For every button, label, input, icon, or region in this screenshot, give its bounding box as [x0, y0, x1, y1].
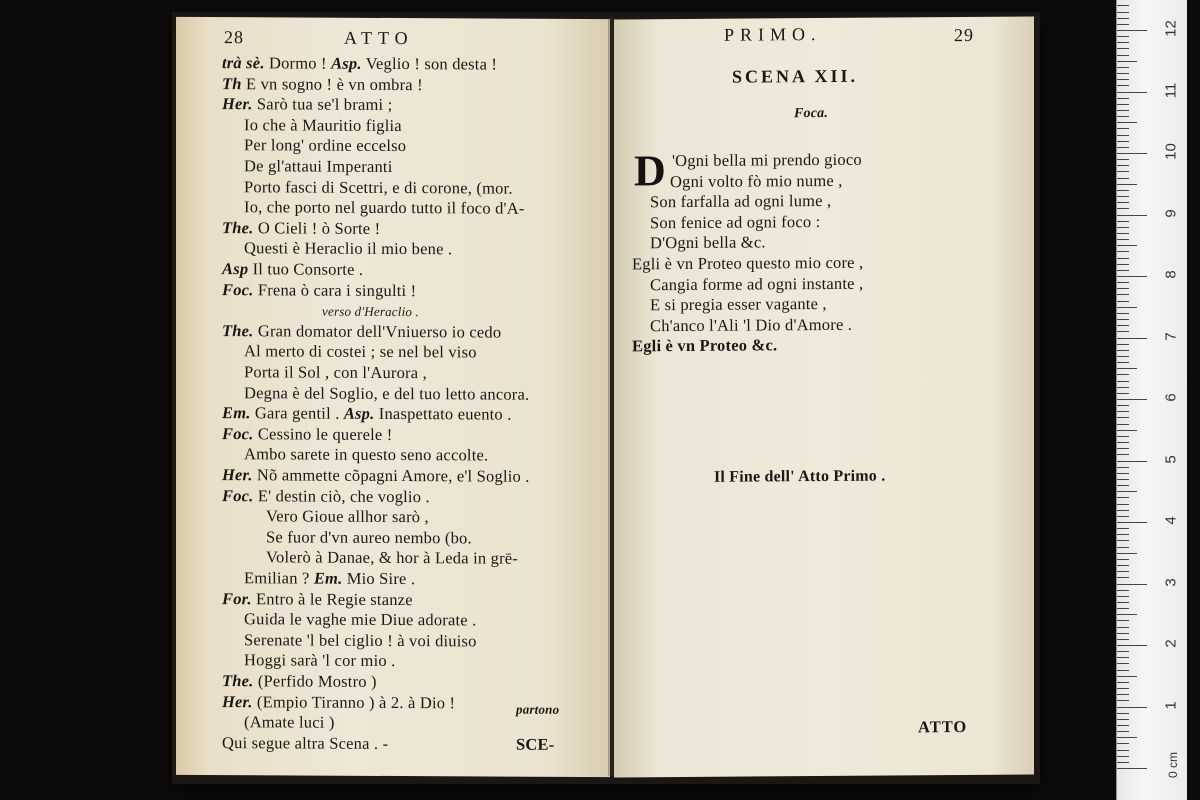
ruler-tick: [1117, 750, 1129, 751]
ruler-tick: [1117, 534, 1129, 535]
ruler-tick: [1117, 374, 1129, 375]
measuring-ruler: [1116, 0, 1187, 800]
line-text: Qui segue altra Scena . -: [222, 732, 389, 753]
ruler-tick: [1117, 141, 1129, 142]
text-line: Son farfalla ad ogni lume ,: [650, 191, 832, 212]
ruler-tick: [1117, 325, 1129, 326]
text-line: [222, 403, 512, 425]
catchword: ATTO: [918, 716, 968, 737]
right-page-number: 29: [954, 24, 974, 46]
text-line: [244, 630, 477, 651]
ruler-tick: [1117, 473, 1129, 474]
line-text: Entro à le Regie stanze: [256, 588, 413, 609]
ruler-tick: [1117, 565, 1129, 566]
ruler-tick: [1117, 294, 1129, 295]
line-text: Vero Gioue allhor sarò ,: [266, 506, 429, 527]
text-line: [244, 445, 488, 466]
ruler-tick: [1117, 30, 1147, 31]
ruler-tick: [1117, 356, 1129, 357]
line-text: Io che à Mauritio figlia: [244, 115, 402, 135]
ruler-tick: [1117, 436, 1129, 437]
ruler-number: 5: [1162, 454, 1180, 464]
ruler-tick: [1117, 719, 1129, 720]
speaker-label: Asp: [222, 259, 249, 279]
left-page: [176, 17, 610, 777]
ruler-tick: [1117, 313, 1129, 314]
text-line: [244, 136, 406, 157]
ruler-tick: [1117, 153, 1147, 154]
line-text: Mio Sire .: [346, 568, 416, 589]
text-line: [222, 53, 497, 74]
ruler-number: 6: [1162, 393, 1180, 402]
speaker-label: Her.: [222, 691, 253, 711]
speaker-label: Foc.: [222, 279, 254, 299]
ruler-tick: [1117, 73, 1129, 74]
ruler-tick: [1117, 122, 1137, 123]
ruler-tick: [1117, 110, 1129, 111]
speaker-label: For.: [222, 588, 252, 608]
line-text: De gl'attaui Imperanti: [244, 156, 393, 176]
line-text: Serenate 'l bel ciglio ! à voi diuiso: [244, 630, 477, 651]
ruler-tick: [1117, 338, 1147, 339]
line-text: E' destin ciò, che voglio .: [257, 485, 430, 506]
trailing-note: SCE-: [516, 734, 555, 754]
line-text: (Amate luci ): [244, 712, 335, 732]
text-line: [244, 156, 393, 177]
ruler-tick: [1117, 731, 1129, 732]
left-page-number: 28: [224, 27, 244, 48]
line-text: Veglio ! son desta !: [365, 53, 498, 74]
ruler-tick: [1117, 461, 1147, 462]
ruler-tick: [1117, 215, 1147, 216]
ruler-tick: [1117, 743, 1129, 744]
line-text: Emilian ?: [244, 568, 310, 588]
ruler-tick: [1117, 208, 1129, 209]
line-text: Io, che porto nel guardo tutto il foco d'A-: [244, 197, 525, 218]
ruler-tick: [1117, 67, 1129, 68]
ruler-tick: [1117, 682, 1129, 683]
ruler-tick: [1117, 368, 1137, 369]
text-line: [244, 651, 395, 672]
ruler-tick: [1117, 221, 1129, 222]
line-text: Al merto di costei ; se nel bel viso: [244, 341, 477, 362]
line-text: Per long' ordine eccelso: [244, 135, 407, 156]
speaker-label: The.: [222, 671, 254, 691]
line-text: Gara gentil .: [254, 403, 340, 423]
speaker-label: Em.: [222, 403, 251, 423]
ruler-tick: [1117, 700, 1129, 701]
line-text: Nõ ammette cõpagni Amore, e'l Soglio .: [256, 465, 530, 486]
text-line: E si pregia esser vagante ,: [650, 294, 827, 315]
speaker-label: Foc.: [222, 485, 254, 505]
line-text: Guida le vaghe mie Diue adorate .: [244, 609, 477, 630]
ruler-tick: [1117, 657, 1129, 658]
ruler-tick: [1117, 258, 1129, 259]
ruler-tick: [1117, 405, 1129, 406]
ruler-tick: [1117, 48, 1129, 49]
ruler-tick: [1117, 128, 1129, 129]
line-text: O Cieli ! ò Sorte !: [257, 218, 381, 238]
ruler-tick: [1117, 584, 1147, 585]
speaker-label: trà sè.: [222, 53, 265, 73]
ruler-tick: [1117, 159, 1129, 160]
ruler-tick: [1117, 762, 1129, 763]
drop-cap: D: [634, 146, 666, 196]
ruler-tick: [1117, 522, 1147, 523]
ruler-number: 11: [1162, 82, 1180, 98]
ruler-tick: [1117, 171, 1129, 172]
ruler-tick: [1117, 467, 1129, 468]
speaker-label: The.: [222, 217, 254, 238]
line-text: Volerò à Danae, & hor à Leda in grē-: [266, 547, 519, 569]
speaker-label: Asp.: [331, 53, 362, 73]
ruler-tick: [1117, 381, 1129, 382]
text-line: [222, 94, 392, 115]
ruler-tick: [1117, 12, 1129, 13]
ruler-tick: [1117, 251, 1129, 252]
ruler-tick: [1117, 663, 1129, 664]
ruler-tick: [1117, 571, 1129, 572]
ruler-tick: [1117, 620, 1129, 621]
ruler-tick: [1117, 707, 1147, 708]
ruler-tick: [1117, 485, 1129, 486]
speaker-label: Em.: [313, 568, 343, 588]
text-line: Ch'anco l'Ali 'l Dio d'Amore .: [650, 314, 853, 336]
ruler-tick: [1117, 42, 1129, 43]
line-text: Ambo sarete in questo seno accolte.: [244, 444, 489, 465]
ruler-tick: [1117, 411, 1129, 412]
ruler-tick: [1117, 98, 1129, 99]
ruler-tick: [1117, 516, 1129, 517]
speaker-label: Asp.: [343, 403, 375, 424]
text-line: [222, 280, 416, 301]
ruler-tick: [1117, 270, 1129, 271]
line-text: Gran domator dell'Vniuerso io cedo: [257, 321, 502, 342]
text-line: [244, 239, 452, 260]
text-line: [244, 362, 427, 383]
line-text: Porto fasci di Scettri, e di corone, (mor.: [244, 176, 513, 198]
ruler-tick: [1117, 756, 1129, 757]
line-text: Degna è del Soglio, e del tuo letto ancora.: [244, 382, 530, 404]
ruler-tick: [1117, 362, 1129, 363]
text-line: [266, 548, 518, 569]
ruler-tick: [1117, 184, 1137, 185]
line-text: Dormo !: [268, 53, 327, 73]
ruler-tick: [1117, 596, 1129, 597]
text-line: [222, 733, 388, 754]
open-book: [172, 12, 1040, 784]
text-line: Cangia forme ad ogni instante ,: [650, 273, 864, 294]
text-line: Egli è vn Proteo questo mio core ,: [632, 252, 864, 274]
speaker-label: The.: [222, 320, 254, 341]
end-of-act-note: Il Fine dell' Atto Primo .: [714, 467, 886, 486]
ruler-number: 10: [1162, 143, 1180, 160]
ruler-tick: [1117, 614, 1137, 615]
ruler-tick: [1117, 577, 1129, 578]
ruler-tick: [1117, 725, 1129, 726]
text-line: Egli è vn Proteo &c.: [632, 335, 778, 356]
text-line: [244, 712, 335, 732]
line-text: Porta il Sol , con l'Aurora ,: [244, 362, 427, 383]
ruler-tick: [1117, 245, 1137, 246]
text-line: Son fenice ad ogni foco :: [650, 211, 821, 233]
ruler-tick: [1117, 528, 1129, 529]
text-line: [266, 527, 472, 548]
speaker-label: Th: [222, 73, 242, 93]
ruler-tick: [1117, 547, 1129, 548]
ruler-tick: [1117, 135, 1129, 136]
ruler-tick: [1117, 264, 1129, 265]
ruler-tick: [1117, 713, 1129, 714]
text-line: D'Ogni bella &c.: [650, 232, 766, 253]
speaker-label: Her.: [222, 94, 253, 114]
ruler-tick: [1117, 430, 1137, 431]
stage-direction: verso d'Heraclio .: [322, 303, 419, 320]
ruler-tick: [1117, 454, 1129, 455]
ruler-unit-label: 0 cm: [1166, 752, 1180, 779]
ruler-tick: [1117, 510, 1129, 511]
line-text: Cessino le querele !: [257, 424, 393, 444]
line-text: Hoggi sarà 'l cor mio .: [244, 650, 396, 671]
text-line: [244, 342, 477, 363]
text-line: 'Ogni bella mi prendo gioco: [672, 149, 862, 171]
ruler-tick: [1117, 227, 1129, 228]
line-text: Questi è Heraclio il mio bene .: [244, 238, 453, 259]
ruler-tick: [1117, 147, 1129, 148]
scene-speaker: Foca.: [794, 105, 829, 122]
ruler-number: 7: [1162, 331, 1180, 341]
ruler-tick: [1117, 61, 1137, 62]
ruler-number: 9: [1162, 208, 1180, 218]
speaker-label: Her.: [222, 465, 253, 485]
text-line: [222, 424, 392, 445]
line-text: Inaspettato euento .: [378, 404, 512, 424]
ruler-tick: [1117, 553, 1137, 554]
ruler-tick: [1117, 85, 1129, 86]
line-text: (Perfido Mostro ): [257, 671, 377, 691]
ruler-tick: [1117, 178, 1129, 179]
ruler-number: 1: [1162, 700, 1180, 710]
ruler-tick: [1117, 608, 1129, 609]
line-text: Il tuo Consorte .: [252, 259, 364, 279]
ruler-tick: [1117, 116, 1129, 117]
ruler-tick: [1117, 104, 1129, 105]
ruler-tick: [1117, 670, 1129, 671]
ruler-tick: [1117, 288, 1129, 289]
ruler-tick: [1117, 676, 1137, 677]
ruler-tick: [1117, 645, 1147, 646]
ruler-tick: [1117, 387, 1129, 388]
text-line: [266, 507, 429, 528]
ruler-tick: [1117, 651, 1129, 652]
ruler-number: 3: [1162, 577, 1180, 587]
scene-title: SCENA XII.: [732, 65, 859, 87]
text-line: [222, 589, 413, 610]
ruler-tick: [1117, 694, 1129, 695]
ruler-tick: [1117, 491, 1137, 492]
ruler-tick: [1117, 424, 1129, 425]
text-line: [244, 115, 402, 136]
text-line: [222, 692, 455, 713]
speaker-label: Foc.: [222, 423, 254, 444]
text-line: [222, 218, 380, 239]
ruler-tick: [1117, 442, 1129, 443]
ruler-tick: [1117, 399, 1147, 400]
line-text: (Empio Tiranno ) à 2. à Dio !: [256, 691, 456, 712]
ruler-number: 12: [1162, 20, 1180, 37]
line-text: Frena ò cara i singulti !: [257, 279, 417, 300]
text-line: [222, 671, 377, 692]
ruler-tick: [1117, 602, 1129, 603]
ruler-tick: [1117, 319, 1129, 320]
text-line: [222, 259, 363, 280]
ruler-tick: [1117, 36, 1129, 37]
right-running-head: PRIMO.: [724, 24, 822, 45]
ruler-tick: [1117, 393, 1129, 394]
ruler-tick: [1117, 92, 1147, 93]
ruler-tick: [1117, 307, 1137, 308]
trailing-note: partono: [516, 701, 560, 718]
ruler-number: 8: [1162, 270, 1180, 279]
ruler-tick: [1117, 5, 1129, 6]
ruler-tick: [1117, 233, 1129, 234]
ruler-tick: [1117, 479, 1129, 480]
ruler-tick: [1117, 504, 1129, 505]
ruler-tick: [1117, 196, 1129, 197]
ruler-tick: [1117, 79, 1129, 80]
left-running-head: ATTO: [344, 27, 414, 49]
ruler-tick: [1117, 239, 1129, 240]
ruler-tick: [1117, 55, 1129, 56]
ruler-tick: [1117, 737, 1137, 738]
ruler-tick: [1117, 639, 1129, 640]
ruler-tick: [1117, 350, 1129, 351]
ruler-tick: [1117, 417, 1129, 418]
ruler-tick: [1117, 165, 1129, 166]
text-line: [244, 383, 529, 404]
text-line: [244, 177, 513, 198]
text-line: [244, 609, 476, 630]
ruler-tick: [1117, 301, 1129, 302]
ruler-tick: [1117, 276, 1147, 277]
ruler-tick: [1117, 590, 1129, 591]
ruler-tick: [1117, 540, 1129, 541]
text-line: Ogni volto fò mio nume ,: [670, 170, 843, 191]
line-text: E vn sogno ! è vn ombra !: [245, 73, 423, 94]
line-text: Se fuor d'vn aureo nembo (bo.: [266, 527, 472, 548]
ruler-tick: [1117, 190, 1129, 191]
text-line: [244, 197, 525, 218]
ruler-tick: [1117, 448, 1129, 449]
ruler-tick: [1117, 18, 1129, 19]
right-page: [614, 17, 1034, 778]
line-text: Sarò tua se'l brami ;: [256, 94, 393, 115]
ruler-tick: [1117, 688, 1129, 689]
ruler-tick: [1117, 627, 1129, 628]
ruler-tick: [1117, 344, 1129, 345]
text-line: [222, 321, 501, 342]
ruler-number: 4: [1162, 516, 1180, 525]
ruler-tick: [1117, 768, 1147, 769]
ruler-tick: [1117, 24, 1129, 25]
text-line: [244, 568, 415, 589]
ruler-tick: [1117, 633, 1129, 634]
ruler-tick: [1117, 559, 1129, 560]
text-line: [222, 486, 430, 507]
ruler-tick: [1117, 331, 1129, 332]
text-line: [222, 465, 530, 487]
text-line: [322, 301, 419, 322]
ruler-number: 2: [1162, 639, 1180, 648]
ruler-tick: [1117, 202, 1129, 203]
ruler-tick: [1117, 282, 1129, 283]
ruler-tick: [1117, 497, 1129, 498]
text-line: [222, 74, 423, 95]
